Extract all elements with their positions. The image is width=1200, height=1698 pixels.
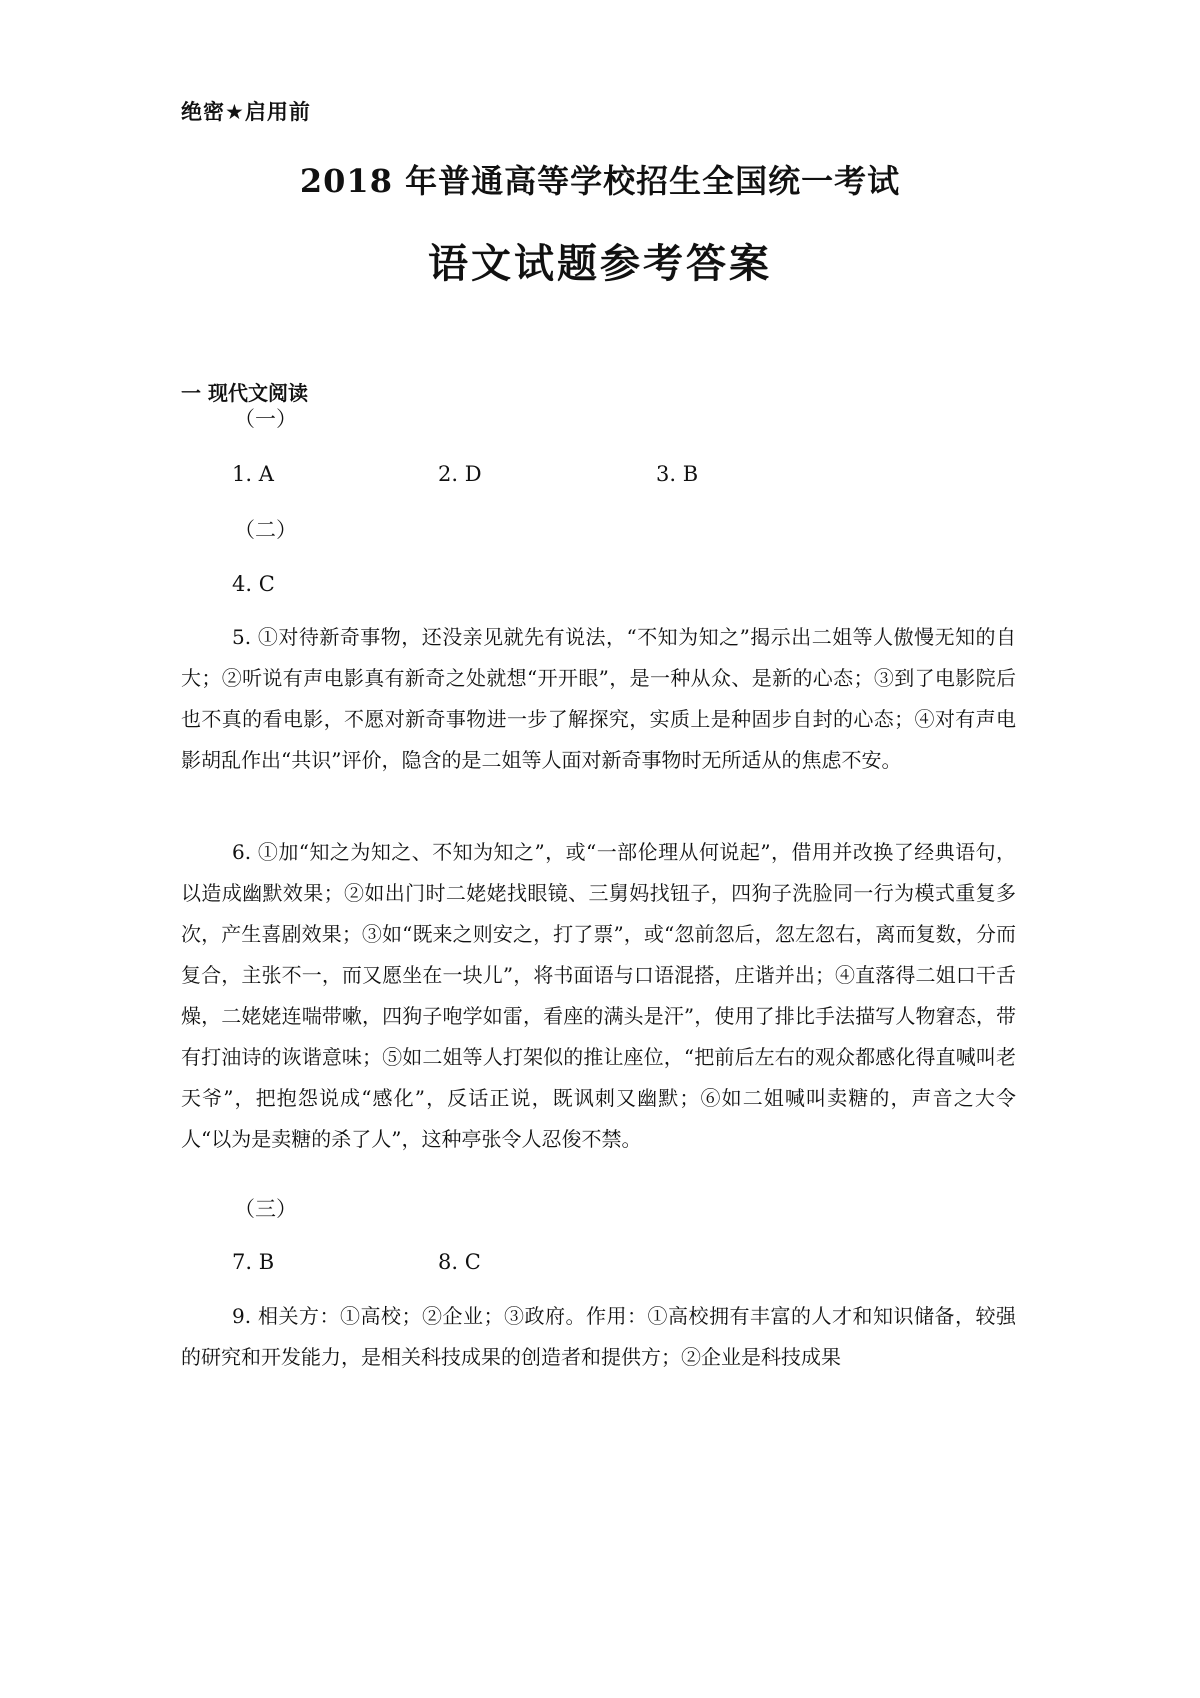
secret-label: 绝密★启用前	[181, 100, 311, 124]
answer-1: 1. A	[232, 462, 274, 486]
answer-row	[232, 462, 992, 490]
page-title: 语文试题参考答案	[428, 240, 772, 287]
answer-5-paragraph: 5. ①对待新奇事物，还没亲见就先有说法，“不知为知之”揭示出二姐等人傲慢无知的自大；②听说有声电影真有新奇之处就想“开开眼”，是一种从众、是新的心态；③到了电影院后也不真的看电影，不愿对新奇事物进一步了解探究，实质上是种固步自封的心态；④对有声电影胡乱作出“共识”评价，隐含的是二姐等人面对新奇事物时无所适从的焦虑不安。	[181, 625, 1016, 772]
answer-4: 4. C	[232, 572, 275, 596]
answer-3: 3. B	[656, 462, 699, 486]
answer-2: 2. D	[438, 462, 482, 486]
answer-row	[232, 572, 992, 600]
answer-row	[232, 1250, 992, 1278]
exam-title: 2018 年普通高等学校招生全国统一考试	[299, 162, 901, 200]
section-heading: 一 现代文阅读	[181, 381, 308, 405]
part-label: （二）	[234, 518, 297, 542]
answer-9-paragraph: 9. 相关方：①高校；②企业；③政府。作用：①高校拥有丰富的人才和知识储备，较强的研究和开发能力，是相关科技成果的创造者和提供方；②企业是科技成果	[181, 1304, 1016, 1369]
answer-6-paragraph: 6. ①加“知之为知之、不知为知之”，或“一部伦理从何说起”，借用并改换了经典语句，以造成幽默效果；②如出门时二姥姥找眼镜、三舅妈找钮子，四狗子洗脸同一行为模式重复多次，产生喜剧效果；③如“既来之则安之，打了票”，或“忽前忽后，忽左忽右，离而复数，分而复合，主张不一，而又愿坐在一块儿”，将书面语与口语混搭，庄谐并出；④直落得二姐口干舌燥，二姥姥连喘带嗽，四狗子咆学如雷，看座的满头是汗”，使用了排比手法描写人物窘态，带有打油诗的诙谐意味；⑤如二姐等人打架似的推让座位，“把前后左右的观众都感化得直喊叫老天爷”，把抱怨说成“感化”，反话正说，既讽刺又幽默；⑥如二姐喊叫卖糖的，声音之大令人“以为是卖糖的杀了人”，这种亭张令人忍俊不禁。	[181, 840, 1016, 1151]
part-label: （三）	[234, 1197, 297, 1221]
answer-7: 7. B	[232, 1250, 275, 1274]
part-label: （一）	[234, 407, 297, 431]
answer-8: 8. C	[438, 1250, 481, 1274]
